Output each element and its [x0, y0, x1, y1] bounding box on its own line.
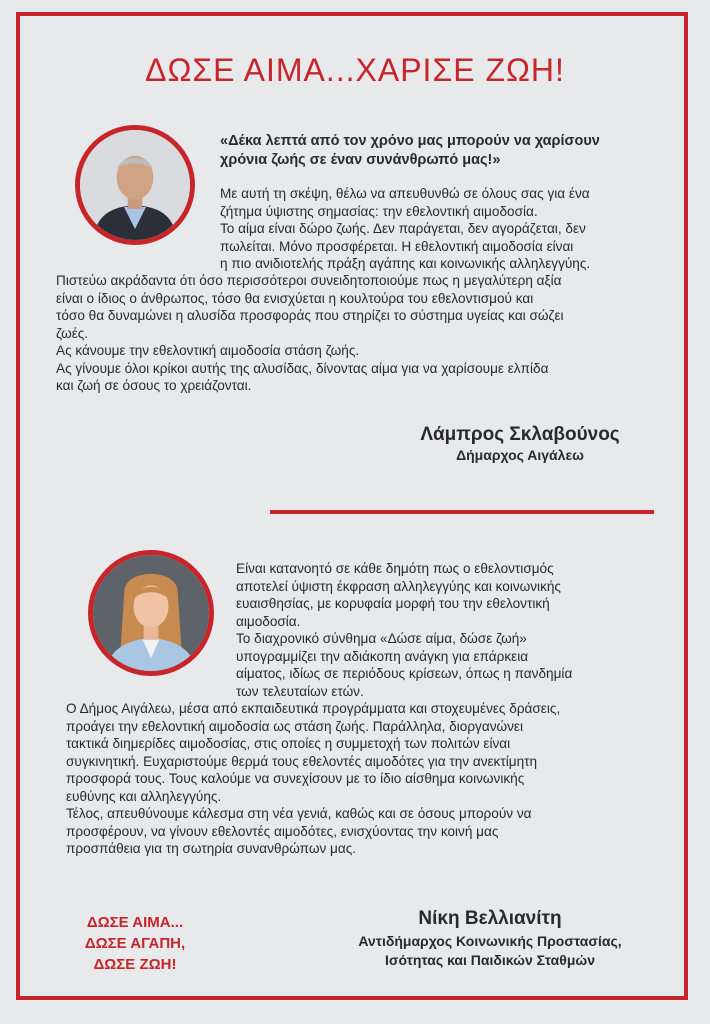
section-divider [270, 510, 654, 514]
text-line: προσπάθεια για τη σωτηρία συνανθρώπων μας. [66, 841, 357, 856]
text-line: των τελευταίων ετών. [236, 683, 364, 699]
deputy-mayor-portrait-image [93, 555, 209, 671]
signature-role-line: Ισότητας και Παιδικών Σταθμών [385, 952, 595, 968]
text-line: Ας γίνουμε όλοι κρίκοι αυτής της αλυσίδας, δίνοντας αίμα για να χαρίσουμε ελπίδα [56, 360, 549, 376]
text-line: Είναι κατανοητό σε κάθε δημότη πως ο εθελοντισμός [236, 561, 554, 576]
deputy-signature-name: Νίκη Βελλιανίτη [418, 908, 562, 929]
text-line: και ζωή σε όσους το χρειάζονται. [56, 378, 252, 393]
slogan [60, 912, 210, 975]
opening-quote [220, 132, 660, 170]
text-line: Το διαχρονικό σύνθημα «Δώσε αίμα, δώσε ζωή» [236, 631, 527, 646]
text-line: Ας κάνουμε την εθελοντική αιμοδοσία στάση ζωής. [56, 343, 360, 358]
section1-full-text [56, 272, 564, 395]
text-line: ζήτημα ύψιστης σημασίας: την εθελοντική αιμοδοσία. [220, 203, 538, 219]
quote-line: χρόνια ζωής σε έναν συνάνθρωπό μας!» [220, 152, 501, 168]
text-line: αιμοδοσία. [236, 613, 301, 629]
text-line: ευθύνης και αλληλεγγύης. [66, 788, 222, 804]
text-line: τακτικά διημερίδες αιμοδοσίας, στις οποίες η συμμετοχή των πολιτών είναι [66, 736, 511, 751]
text-line: συγκινητική. Ευχαριστούμε θερμά τους εθελοντές αιμοδότες για την ανεκτίμητη [66, 753, 538, 769]
text-line: προσφορά τους. Τους καλούμε να συνεχίσουν με το ίδιο αίσθημα κοινωνικής [66, 771, 525, 786]
slogan-line: ΔΩΣΕ ΖΩΗ! [93, 956, 177, 973]
text-line: Με αυτή τη σκέψη, θέλω να απευθυνθώ σε όλους σας για ένα [220, 186, 590, 201]
text-line: προάγει την εθελοντική αιμοδοσία ως στάση ζωής. Παράλληλα, διοργανώνει [66, 718, 523, 734]
mayor-photo [75, 125, 195, 245]
text-line: η πιο ανιδιοτελής πράξη αγάπης και κοινωνικής αλληλεγγύης. [220, 256, 591, 271]
text-line: προσφέρουν, να γίνουν εθελοντές αιμοδότες, ενισχύοντας την κοινή μας [66, 823, 499, 839]
quote-line: «Δέκα λεπτά από τον χρόνο μας μπορούν να χαρίσουν [220, 133, 600, 149]
text-line: ευαισθησίας, με κορυφαία μορφή του την εθελοντική [236, 596, 550, 611]
text-line: αποτελεί ύψιστη έκφραση αλληλεγγύης και κοινωνικής [236, 578, 561, 594]
deputy-mayor-photo [88, 550, 214, 676]
mayor-portrait-image [80, 130, 190, 240]
text-line: Το αίμα είναι δώρο ζωής. Δεν παράγεται, δεν αγοράζεται, δεν [220, 221, 586, 236]
text-line: αίματος, ιδίως σε περιόδους κρίσεων, όπως η πανδημία [236, 666, 573, 681]
text-line: τόσο θα δυναμώνει η αλυσίδα προσφοράς που στηρίζει το σύστημα υγείας και σώζει [56, 308, 564, 323]
text-line: Τέλος, απευθύνουμε κάλεσμα στη νέα γενιά, καθώς και σε όσους μπορούν να [66, 806, 532, 821]
mayor-signature-role: Δήμαρχος Αιγάλεω [456, 447, 584, 463]
slogan-line: ΔΩΣΕ ΑΓΑΠΗ, [84, 935, 186, 952]
signature-role-line: Αντιδήμαρχος Κοινωνικής Προστασίας, [358, 933, 622, 949]
section2-full-text [66, 700, 560, 858]
mayor-signature-name: Λάμπρος Σκλαβούνος [420, 424, 620, 445]
text-line: υπογραμμίζει την αδιάκοπη ανάγκη για επάρκεια [236, 648, 529, 664]
text-line: Πιστεύω ακράδαντα ότι όσο περισσότεροι συνειδητοποιούμε πως η μεγαλύτερη αξία [56, 273, 562, 288]
page-title: ΔΩΣΕ ΑΙΜΑ...ΧΑΡΙΣΕ ΖΩΗ! [145, 52, 565, 88]
text-line: Ο Δήμος Αιγάλεω, μέσα από εκπαιδευτικά προγράμματα και στοχευμένες δράσεις, [66, 701, 561, 716]
deputy-signature-role [300, 932, 680, 970]
text-line: πωλείται. Μόνο προσφέρεται. Η εθελοντική αιμοδοσία είναι [220, 238, 574, 254]
slogan-line: ΔΩΣΕ ΑΙΜΑ... [86, 914, 184, 931]
text-line: είναι ο ίδιος ο άνθρωπος, τόσο θα ενισχύεται η κουλτούρα του εθελοντισμού και [56, 290, 534, 306]
text-line: ζωές. [56, 325, 89, 341]
section1-indented-text [220, 185, 590, 273]
section2-indented-text [236, 560, 572, 700]
